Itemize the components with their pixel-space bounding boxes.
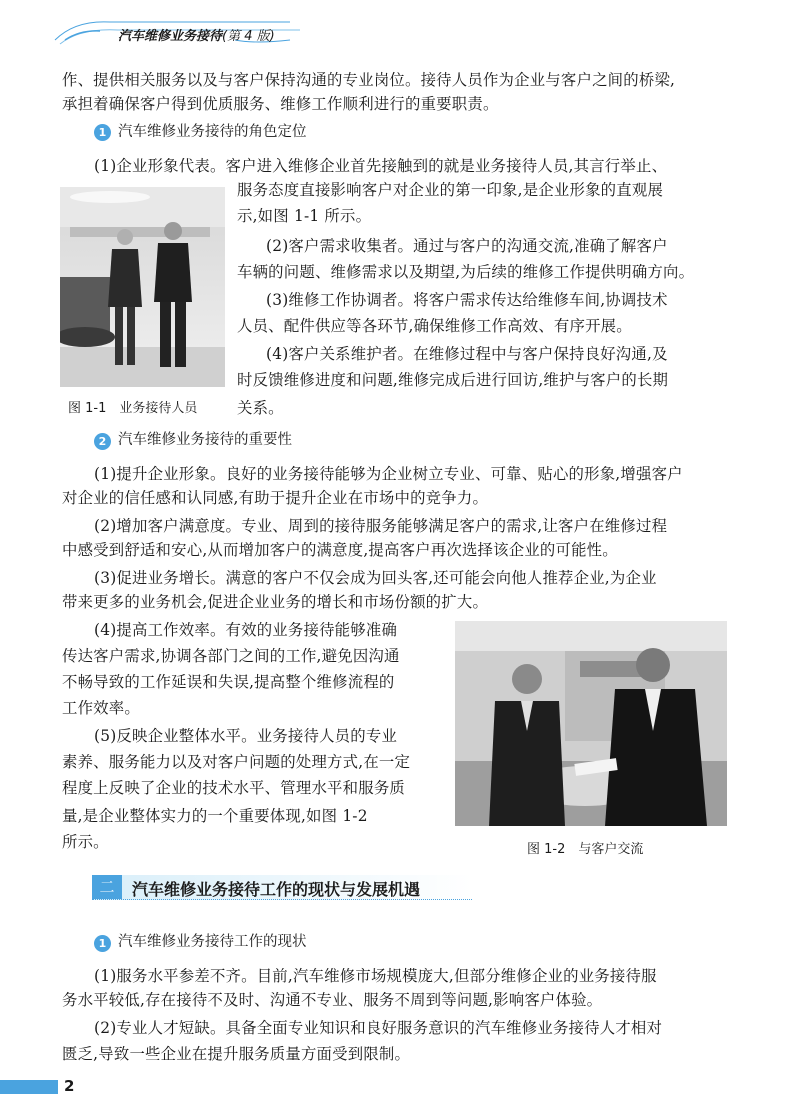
paragraph-line: (1)提升企业形象。良好的业务接待能够为企业树立专业、可靠、贴心的形象,增强客户 bbox=[94, 465, 683, 483]
paragraph-line: 示,如图 1-1 所示。 bbox=[237, 207, 372, 225]
paragraph-line: 带来更多的业务机会,促进企业业务的增长和市场份额的扩大。 bbox=[62, 593, 489, 611]
subsection-number: 1 bbox=[94, 935, 111, 952]
page-number: 2 bbox=[64, 1077, 75, 1095]
subsection-title: 汽车维修业务接待的重要性 bbox=[118, 432, 292, 448]
customer-communication-photo bbox=[455, 621, 727, 826]
paragraph-line: 中感受到舒适和安心,从而增加客户的满意度,提高客户再次选择该企业的可能性。 bbox=[62, 541, 618, 559]
section-number: 二 bbox=[92, 875, 122, 899]
reception-staff-photo bbox=[60, 187, 225, 387]
subsection-title: 汽车维修业务接待工作的现状 bbox=[118, 934, 307, 950]
paragraph-line: 作、提供相关服务以及与客户保持沟通的专业岗位。接待人员作为企业与客户之间的桥梁, bbox=[62, 71, 676, 89]
paragraph-line: 承担着确保客户得到优质服务、维修工作顺利进行的重要职责。 bbox=[62, 95, 499, 113]
paragraph-line: 工作效率。 bbox=[62, 699, 140, 717]
subsection-number: 1 bbox=[94, 124, 111, 141]
paragraph-line: 对企业的信任感和认同感,有助于提升企业在市场中的竞争力。 bbox=[62, 489, 489, 507]
figure-1-1-photo bbox=[60, 187, 225, 387]
paragraph-line: (5)反映企业整体水平。业务接待人员的专业 bbox=[94, 727, 398, 745]
footer-accent-bar bbox=[0, 1080, 58, 1094]
paragraph-line: 车辆的问题、维修需求以及期望,为后续的维修工作提供明确方向。 bbox=[237, 263, 695, 281]
paragraph-line: 匮乏,导致一些企业在提升服务质量方面受到限制。 bbox=[62, 1045, 411, 1063]
paragraph-line: 程度上反映了企业的技术水平、管理水平和服务质 bbox=[62, 779, 405, 797]
paragraph-line: (1)服务水平参差不齐。目前,汽车维修市场规模庞大,但部分维修企业的业务接待服 bbox=[94, 967, 657, 985]
paragraph-line: (2)客户需求收集者。通过与客户的沟通交流,准确了解客户 bbox=[266, 237, 668, 255]
paragraph-line: (4)提高工作效率。有效的业务接待能够准确 bbox=[94, 621, 398, 639]
paragraph-line: (1)企业形象代表。客户进入维修企业首先接触到的就是业务接待人员,其言行举止、 bbox=[94, 157, 668, 175]
book-title: 汽车维修业务接待(第 4 版) bbox=[118, 29, 275, 44]
paragraph-line: 人员、配件供应等各环节,确保维修工作高效、有序开展。 bbox=[237, 317, 632, 335]
paragraph-line: 服务态度直接影响客户对企业的第一印象,是企业形象的直观展 bbox=[237, 181, 664, 199]
subsection-title: 汽车维修业务接待的角色定位 bbox=[118, 124, 307, 140]
paragraph-line: 不畅导致的工作延误和失误,提高整个维修流程的 bbox=[62, 673, 395, 691]
subsection-number: 2 bbox=[94, 433, 111, 450]
paragraph-line: (2)增加客户满意度。专业、周到的接待服务能够满足客户的需求,让客户在维修过程 bbox=[94, 517, 668, 535]
paragraph-line: 素养、服务能力以及对客户问题的处理方式,在一定 bbox=[62, 753, 411, 771]
page-header bbox=[0, 0, 790, 50]
paragraph-line: (2)专业人才短缺。具备全面专业知识和良好服务意识的汽车维修业务接待人才相对 bbox=[94, 1019, 663, 1037]
paragraph-line: 量,是企业整体实力的一个重要体现,如图 1-2 bbox=[62, 807, 368, 825]
section-title: 汽车维修业务接待工作的现状与发展机遇 bbox=[132, 880, 421, 899]
figure-1-1-caption: 图 1-1 业务接待人员 bbox=[68, 401, 198, 416]
paragraph-line: 时反馈维修进度和问题,维修完成后进行回访,维护与客户的长期 bbox=[237, 371, 669, 389]
paragraph-line: (3)维修工作协调者。将客户需求传达给维修车间,协调技术 bbox=[266, 291, 668, 309]
paragraph-line: 所示。 bbox=[62, 833, 109, 851]
paragraph-line: 传达客户需求,协调各部门之间的工作,避免因沟通 bbox=[62, 647, 400, 665]
figure-1-2-photo bbox=[455, 621, 727, 826]
paragraph-line: (3)促进业务增长。满意的客户不仅会成为回头客,还可能会向他人推荐企业,为企业 bbox=[94, 569, 657, 587]
paragraph-line: 务水平较低,存在接待不及时、沟通不专业、服务不周到等问题,影响客户体验。 bbox=[62, 991, 603, 1009]
edition: (第 4 版) bbox=[222, 29, 275, 44]
figure-1-2-caption: 图 1-2 与客户交流 bbox=[527, 842, 644, 857]
paragraph-line: 关系。 bbox=[237, 399, 284, 417]
paragraph-line: (4)客户关系维护者。在维修过程中与客户保持良好沟通,及 bbox=[266, 345, 668, 363]
